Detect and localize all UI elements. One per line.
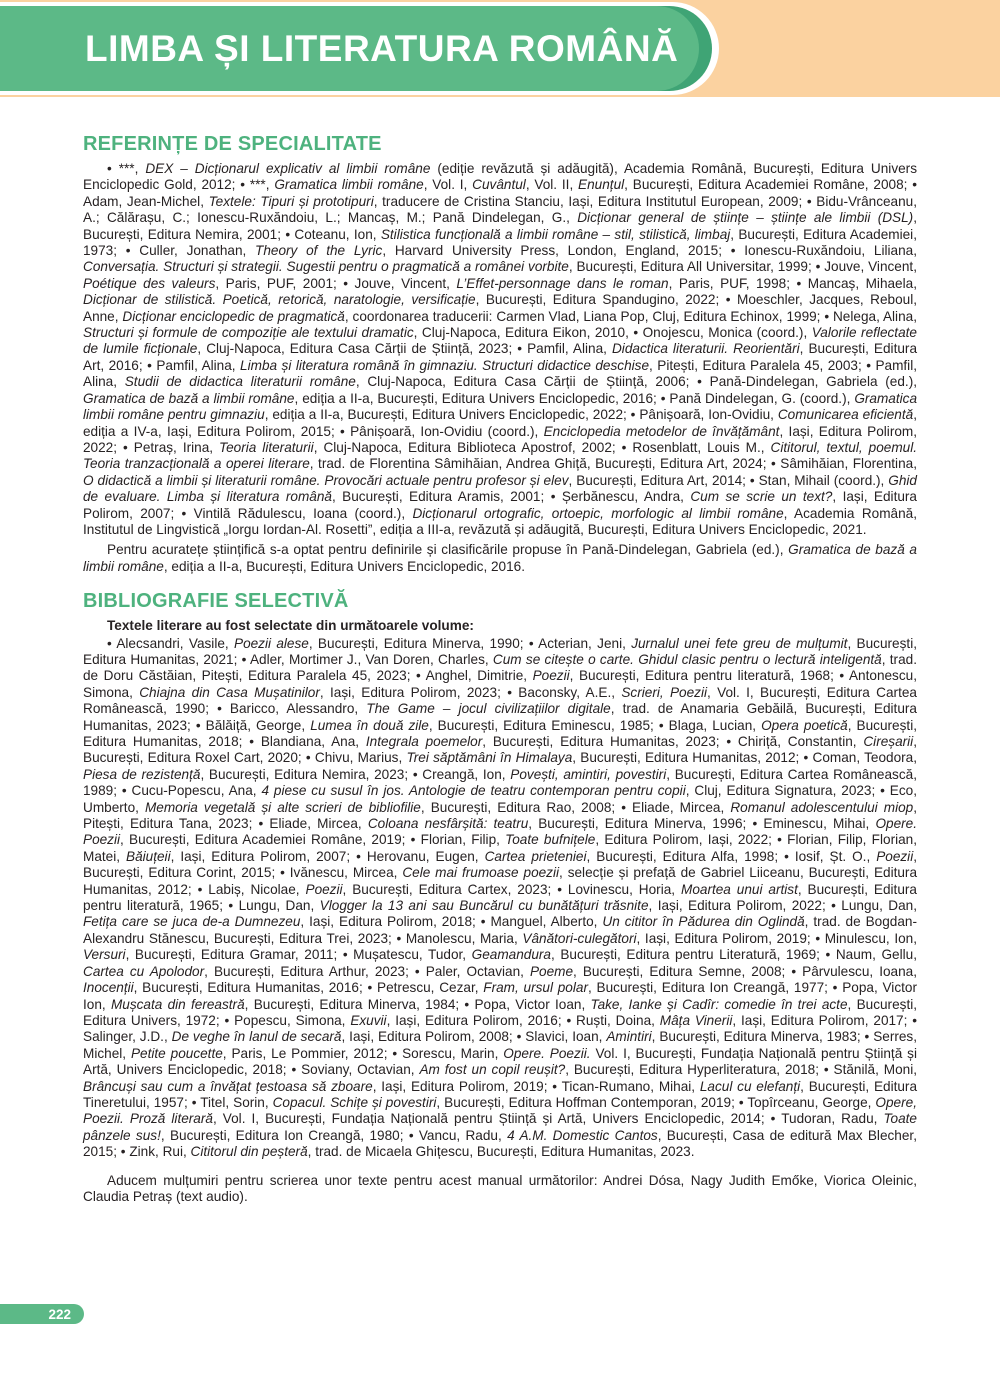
chapter-title-band (0, 6, 699, 91)
acknowledgement-paragraph: Aducem mulțumiri pentru scrierea unor texte pentru acest manual următorilor: Andrei Dósa, Nagy Judith Emőke, Viorica Oleinic, Claudia Petraș (text audio). (83, 1172, 917, 1204)
page-number-badge (0, 1304, 84, 1324)
page-content (83, 133, 917, 1205)
page-number: 222 (48, 1306, 71, 1322)
references-note-paragraph: Pentru acuratețe științifică s-a optat pentru definirile și clasificările propuse în Pană-Dindelegan, Gabriela (ed.), Gramatica de bază a limbii române, ediția a II-a, București, Editura Univers Enciclopedic, 2016. (83, 542, 917, 574)
chapter-title: LIMBA ȘI LITERATURA ROMÂNĂ (85, 27, 679, 69)
section-heading-bibliografie: BIBLIOGRAFIE SELECTIVĂ (83, 590, 349, 613)
bibliography-paragraph: • Alecsandri, Vasile, Poezii alese, București, Editura Minerva, 1990; • Acterian, Jeni, Jurnalul unei fete greu de mulțumit, București, Editura Humanitas, 2021; • Adler, Mortimer J., Van Doren, Charles, Cum se citește o carte. Ghidul clasic pentru o lectură inteligentă, trad. de Doru Căstăian, Pitești, Editura Paralela 45, 2023; • Anghel, Dimitrie, Poezii, București, Editura pentru literatură, 1968; • Antonescu, Simona, Chiajna din Casa Mușatinilor, Iași, Editura Polirom, 2023; • Baconsky, A.E., Scrieri, Poezii, Vol. I, București, Editura Cartea Românească, 1990; • Baricco, Alessandro, The Game – jocul civilizațiilor digitale, trad. de Anamaria Gebăilă, București, Editura Humanitas, 2023; • Bălăiță, George, Lumea în două zile, București, Editura Eminescu, 1985; • Blaga, Lucian, Opera poetică, București, Editura Humanitas, 2018; • Blandiana, Ana, Integrala poemelor, București, Editura Humanitas, 2023; • Chiriță, Constantin, Cireșarii, București, Editura Roxel Cart, 2020; • Chivu, Marius, Trei săptămâni în Himalaya, București, Editura Humanitas, 2012; • Coman, Teodora, Piesa de rezistență, București, Editura Nemira, 2023; • Creangă, Ion, Povești, amintiri, povestiri, București, Editura Cartea Românească, 1989; • Cucu-Popescu, Ana, 4 piese cu susul în jos. Antologie de teatru contemporan pentru copii, Cluj, Editura Signatura, 2023; • Eco, Umberto, Memoria vegetală și alte scrieri de bibliofilie, București, Editura Rao, 2008; • Eliade, Mircea, Romanul adolescentului miop, Pitești, Editura Tana, 2023; • Eliade, Mircea, Coloana nesfârșită: teatru, București, Editura Minerva, 1996; • Eminescu, Mihai, Opere. Poezii, București, Editura Academiei Române, 2019; • Florian, Filip, Toate bufnițele, Editura Polirom, Iași, 2022; • Florian, Filip, Florian, Matei, Băiuțeii, Iași, Editura Polirom, 2007; • Herovanu, Eugen, Cartea prieteniei, București, Editura Alfa, 1998; • Iosif, Șt. O., Poezii, București, Editura Corint, 2015; • Ivănescu, Mircea, Cele mai frumoase poezii, selecție și prefață de Gabriel Liiceanu, București, Editura Humanitas, 2012; • Labiș, Nicolae, Poezii, București, Editura Cartex, 2023; • Lovinescu, Horia, Moartea unui artist, București, Editura pentru literatură, 1965; • Lungu, Dan, Vlogger la 13 ani sau Buncărul cu bunătățuri trăsnite, Iași, Editura Polirom, 2022; • Lungu, Dan, Fetița care se juca de-a Dumnezeu, Iași, Editura Polirom, 2018; • Manguel, Alberto, Un cititor în Pădurea din Oglindă, trad. de Bogdan-Alexandru Stănescu, București, Editura Trei, 2023; • Manolescu, Maria, Vânători-culegători, Iași, Editura Polirom, 2019; • Minulescu, Ion, Versuri, București, Editura Gramar, 2011; • Mușatescu, Tudor, Geamandura, București, Editura pentru Literatură, 1969; • Naum, Gellu, Cartea cu Apolodor, București, Editura Arthur, 2023; • Paler, Octavian, Poeme, București, Editura Semne, 2008; • Pârvulescu, Ioana, Inocenții, București, Editura Humanitas, 2016; • Petrescu, Cezar, Fram, ursul polar, București, Editura Ion Creangă, 1977; • Popa, Victor Ion, Mușcata din fereastră, București, Editura Minerva, 1984; • Popa, Victor Ioan, Take, Ianke și Cadîr: comedie în trei acte, București, Editura Univers, 1972; • Popescu, Simona, Exuvii, Iași, Editura Polirom, 2016; • Ruști, Doina, Mâța Vinerii, Iași, Editura Polirom, 2017; • Salinger, J.D., De veghe în lanul de secară, Iași, Editura Polirom, 2008; • Slavici, Ioan, Amintiri, București, Editura Minerva, 1983; • Serres, Michel, Petite poucette, Paris, Le Pommier, 2012; • Sorescu, Marin, Opere. Poezii. Vol. I, București, Fundația Națională pentru Știință și Artă, Univers Enciclopedic, 2018; • Soviany, Octavian, Am fost un copil reușit?, București, Editura Hyperliteratura, 2018; • Stănilă, Moni, Brâncuși sau cum a învățat țestoasa să zboare, Iași, Editura Polirom, 2019; • Tican-Rumano, Mihai, Lacul cu elefanți, București, Editura Tineretului, 1957; • Titel, Sorin, Copacul. Schițe și povestiri, București, Editura Hoffman Contemporan, 2019; • Topîrceanu, George, Opere, Poezii. Proză literară, Vol. I, București, Fundația Națională pentru Știință și Artă, Univers Enciclopedic, 2014; • Tudoran, Radu, Toate pânzele sus!, București, Editura Ion Creangă, 1980; • Vancu, Radu, 4 A.M. Domestic Cantos, București, Casa de editură Max Blecher, 2015; • Zink, Rui, Cititorul din peșteră, trad. de Micaela Ghițescu, București, Editura Humanitas, 2023. (83, 635, 918, 1160)
bibliography-intro: Textele literare au fost selectate din următoarele volume: (107, 618, 474, 634)
section-referinte (83, 133, 917, 575)
chapter-header (0, 0, 1000, 97)
references-paragraph: • ***, DEX – Dicționarul explicativ al limbii române (ediție revăzută și adăugită), Academia Română, București, Editura Univers Enciclopedic Gold, 2012; • ***, Gramatica limbii române, Vol. I, Cuvântul, Vol. II, Enunțul, București, Editura Academiei Române, 2008; • Adam, Jean-Michel, Textele: Tipuri și prototipuri, traducere de Cristina Stanciu, Iași, Editura Institutul European, 2009; • Bidu-Vrânceanu, A.; Călărașu, C.; Ionescu-Ruxăndoiu, L.; Mancaș, M.; Pană Dindelegan, G., Dicționar general de științe – științe ale limbii (DSL), București, Editura Nemira, 2001; • Coteanu, Ion, Stilistica funcțională a limbii române – stil, stilistică, limbaj, București, Editura Academiei, 1973; • Culler, Jonathan, Theory of the Lyric, Harvard University Press, London, England, 2015; • Ionescu-Ruxăndoiu, Liliana, Conversația. Structuri și strategii. Sugestii pentru o pragmatică a românei vorbite, București, Editura All Universitar, 1999; • Jouve, Vincent, Poétique des valeurs, Paris, PUF, 2001; • Jouve, Vincent, L’Effet-personnage dans le roman, Paris, PUF, 1998; • Mancaș, Mihaela, Dicționar de stilistică. Poetică, retorică, naratologie, versificație, București, Editura Spandugino, 2022; • Moeschler, Jacques, Reboul, Anne, Dicționar enciclopedic de pragmatică, coordonarea traducerii: Carmen Vlad, Liana Pop, Cluj, Editura Echinox, 1999; • Nelega, Alina, Structuri și formule de compoziție ale textului dramatic, Cluj-Napoca, Editura Eikon, 2010, • Onojescu, Monica (coord.), Valorile reflectate de lumile ficționale, Cluj-Napoca, Editura Casa Cărții de Știință, 2023; • Pamfil, Alina, Didactica literaturii. Reorientări, București, Editura Art, 2016; • Pamfil, Alina, Limba și literatura română în gimnaziu. Structuri didactice deschise, Pitești, Editura Paralela 45, 2003; • Pamfil, Alina, Studii de didactica literaturii române, Cluj-Napoca, Editura Casa Cărții de Știință, 2006; • Pană-Dindelegan, Gabriela (ed.), Gramatica de bază a limbii române, ediția a II-a, București, Editura Univers Enciclopedic, 2016; • Pană Dindelegan, G. (coord.), Gramatica limbii române pentru gimnaziu, ediția a II-a, București, Editura Univers Enciclopedic, 2022; • Pânișoară, Ion-Ovidiu, Comunicarea eficientă, ediția a IV-a, Iași, Editura Polirom, 2015; • Pânișoară, Ion-Ovidiu (coord.), Enciclopedia metodelor de învățământ, Iași, Editura Polirom, 2022; • Petraș, Irina, Teoria literaturii, Cluj-Napoca, Editura Biblioteca Apostrof, 2002; • Rosenblatt, Louis M., Cititorul, textul, poemul. Teoria tranzacțională a operei literare, trad. de Florentina Sâmihăian, Andrea Ghiță, București, Editura Art, 2024; • Sâmihăian, Florentina, O didactică a limbii și literaturii române. Provocări actuale pentru profesor și elev, București, Editura Art, 2014; • Stan, Mihail (coord.), Ghid de evaluare. Limba și literatura română, București, Editura Aramis, 2001; • Șerbănescu, Andra, Cum se scrie un text?, Iași, Editura Polirom, 2007; • Vintilă Rădulescu, Ioana (coord.), Dicționarul ortografic, ortoepic, morfologic al limbii române, Academia Română, Institutul de Lingvistică „Iorgu Iordan-Al. Rosetti”, ediția a III-a, revăzută și adăugită, București, Editura Univers Enciclopedic, 2021. (83, 161, 918, 537)
section-bibliografie (83, 590, 917, 1205)
section-heading-referinte: REFERINȚE DE SPECIALITATE (83, 133, 382, 155)
